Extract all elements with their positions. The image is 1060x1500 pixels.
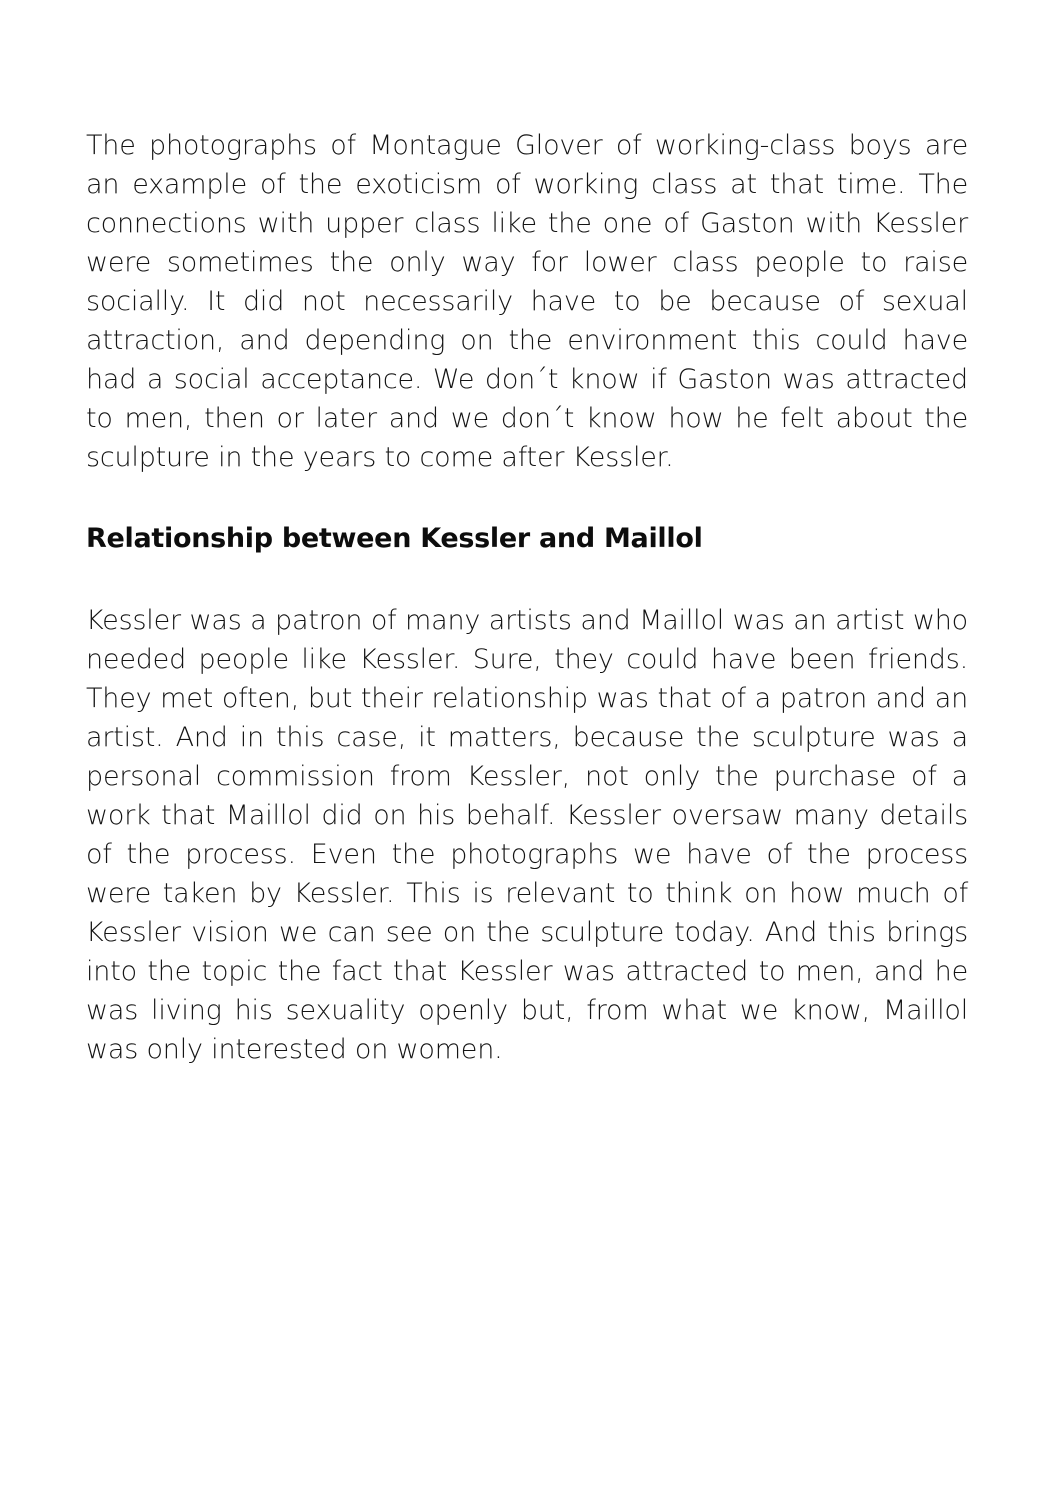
section-heading: Relationship between Kessler and Maillol — [86, 523, 703, 554]
document-page — [86, 126, 968, 1069]
section-paragraph: Kessler was a patron of many artists and Maillol was an artist who needed people like Kessler. Sure, they could have been friends. They met often, but their relationship was that of a patron and an artist. And in this case, it matters, because the sculpture was a personal commission from Kessler, not only the purchase of a work that Maillol did on his behalf. Kessler oversaw many details of the process. Even the photographs we have of the process were taken by Kessler. This is relevant to think on how much of Kessler vision we can see on the sculpture today. And this brings into the topic the fact that Kessler was attracted to men, and he was living his sexuality openly but, from what we know, Maillol was only interested on women. — [86, 605, 968, 1065]
intro-paragraph: The photographs of Montague Glover of working-class boys are an example of the exoticism of working class at that time. The connections with upper class like the one of Gaston with Kessler were sometimes the only way for lower class people to raise socially. It did not necessarily have to be because of sexual attraction, and depending on the environment this could have had a social acceptance. We don´t know if Gaston was attracted to men, then or later and we don´t know how he felt about the sculpture in the years to come after Kessler. — [86, 130, 968, 473]
